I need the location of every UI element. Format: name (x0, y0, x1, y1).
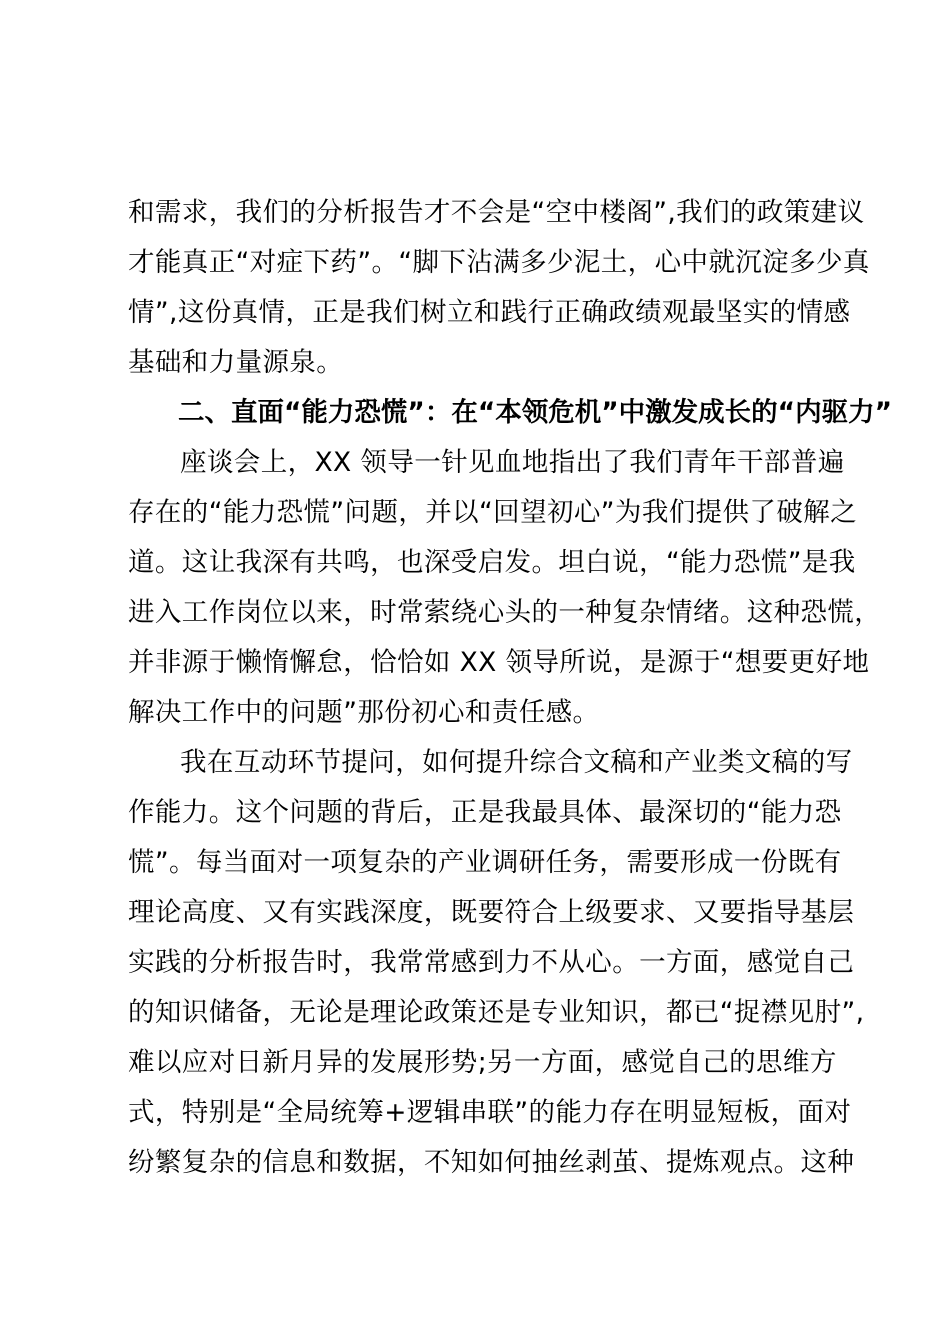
paragraph-line: 理论高度、又有实践深度，既要符合上级要求、又要指导基层 (128, 897, 855, 928)
text-line: 基础和力量源泉。 (128, 347, 344, 378)
paragraph-line: 纷繁复杂的信息和数据，不知如何抽丝剥茧、提炼观点。这种 (128, 1147, 855, 1178)
paragraph-line: 作能力。这个问题的背后，正是我最具体、最深切的“能力恐 (128, 797, 842, 828)
paragraph-line: 存在的“能力恐慌”问题，并以“回望初心”为我们提供了破解之 (128, 497, 858, 528)
paragraph-line: 难以应对日新月异的发展形势;另一方面，感觉自己的思维方 (128, 1047, 837, 1078)
paragraph-line: 并非源于懒惰懈怠，恰恰如 XX 领导所说，是源于“想要更好地 (128, 647, 870, 678)
section-heading: 二、直面“能力恐慌”：在“本领危机”中激发成长的“内驱力” (178, 397, 892, 428)
text-line: 情”,这份真情，正是我们树立和践行正确政绩观最坚实的情感 (128, 297, 851, 328)
text-line: 和需求，我们的分析报告才不会是“空中楼阁”,我们的政策建议 (128, 197, 865, 228)
paragraph-line: 道。这让我深有共鸣，也深受启发。坦白说，“能力恐慌”是我 (128, 547, 856, 578)
paragraph-line: 座谈会上，XX 领导一针见血地指出了我们青年干部普遍 (180, 447, 845, 478)
text-line: 才能真正“对症下药”。“脚下沾满多少泥土，心中就沉淀多少真 (128, 247, 870, 278)
paragraph-line: 实践的分析报告时，我常常感到力不从心。一方面，感觉自己 (128, 947, 855, 978)
paragraph-line: 式，特别是“全局统筹+逻辑串联”的能力存在明显短板，面对 (128, 1097, 852, 1128)
paragraph-line: 我在互动环节提问，如何提升综合文稿和产业类文稿的写 (180, 747, 853, 778)
paragraph-line: 进入工作岗位以来，时常萦绕心头的一种复杂情绪。这种恐慌， (128, 597, 882, 628)
paragraph-line: 的知识储备，无论是理论政策还是专业知识，都已“捉襟见肘”, (128, 997, 865, 1028)
paragraph-line: 慌”。每当面对一项复杂的产业调研任务，需要形成一份既有 (128, 847, 842, 878)
paragraph-line: 解决工作中的问题”那份初心和责任感。 (128, 697, 600, 728)
